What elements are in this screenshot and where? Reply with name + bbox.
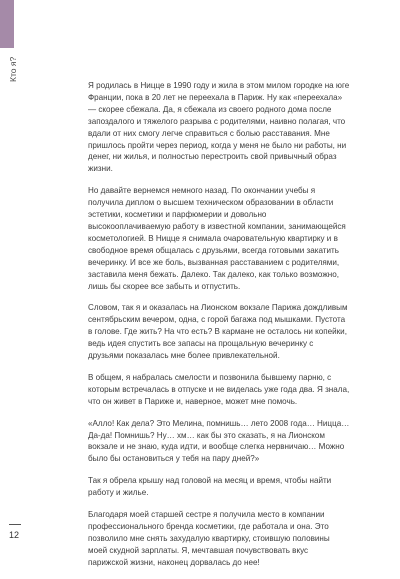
paragraph-4: В общем, я набралась смелости и позвонила бывшему парню, с которым встречалась в отпуске и не виделась уже года два. Я знала, что он живет в Париже и, наверное, может мне помочь. xyxy=(88,372,350,406)
paragraph-7: Благодаря моей старшей сестре я получила место в компании профессионального бренда косметики, где работала и она. Это позволило мне снять захудалую квартирку, стоившую половины моей скудной зарплаты. Я, мечтавшая почувствовать вкус парижской жизни, наконец дорвалась до нее! xyxy=(88,510,330,567)
page-number-rule xyxy=(9,524,21,525)
paragraph-3: Словом, так я и оказалась на Лионском вокзале Парижа дождливым сентябрьским вечером, одна, с горой багажа под мышками. Пустота в голове. Где жить? На что есть? В кармане не осталось ни копейки, ведь идея спустить все запасы на прощальную вечеринку с друзьями показалась мне более привлекательной. xyxy=(88,303,348,361)
paragraph-6: Так я обрела крышу над головой на месяц и время, чтобы найти работу и жилье. xyxy=(88,476,332,498)
page-number: 12 xyxy=(9,530,20,540)
section-title: Кто я? xyxy=(8,56,18,82)
paragraph-5: «Алло! Как дела? Это Мелина, помнишь… лето 2008 года… Ницца… Да-да! Помнишь? Ну… хм… как бы это сказать, я на Лионском вокзале и не знаю, куда идти, и вообще слегка нервничаю… Можно было бы остановиться у тебя на пару дней?» xyxy=(88,418,350,464)
body-text xyxy=(88,80,350,579)
section-color-tab xyxy=(0,0,14,48)
paragraph-1: Я родилась в Ницце в 1990 году и жила в этом милом городке на юге Франции, пока в 20 лет не переехала в Париж. Ну как «переехала» — скорее сбежала. Да, я сбежала из своего родного дома после запоздалого и тяжелого разрыва с родителями, наивно полагая, что вдали от них смогу легче справиться с болью расставания. Мне пришлось пройти через период, когда у меня не было ни работы, ни денег, ни жилья, и полностью перестроить свой привычный образ жизни. xyxy=(88,81,350,174)
paragraph-2: Но давайте вернемся немного назад. По окончании учебы я получила диплом о высшем техническом образовании в области эстетики, косметики и парфюмерии и довольно высокооплачиваемую работу в известной компании, занимающейся косметологией. В Ницце я снимала очаровательную квартирку и в свободное время общалась с друзьями, всегда готовыми закатить вечеринку. И все же боль, вызванная расставанием с родителями, заставила меня бежать. Далеко. Так далеко, как только возможно, лишь бы скорее все забыть и отпустить. xyxy=(88,186,346,291)
